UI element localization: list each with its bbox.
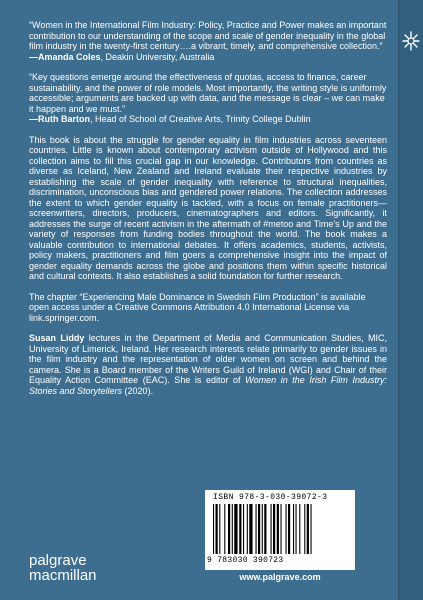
quote-1-attribution: [29, 52, 387, 63]
quote-1-text: “Women in the International Film Industry: Policy, Practice and Power makes an important contribution to our understanding of the scope and scale of gender inequality in the global film industry in the twenty-first century….a vibrant, timely, and comprehensive collection.”: [29, 20, 387, 51]
publisher-website: www.palgrave.com: [239, 572, 321, 582]
isbn-label: ISBN 978-3-030-39072-3: [213, 493, 328, 502]
quote-2-author: —Ruth Barton: [29, 114, 90, 124]
publisher-logo: [29, 553, 149, 583]
quote-2-attribution: [29, 114, 387, 125]
quote-2-text: “Key questions emerge around the effectiveness of quotas, access to finance, career sustainability, and the power of role models. Most importantly, the writing style is uniformly accessible; arguments are backed up with data, and the message is clear – we can make it happen and we must.”: [29, 72, 387, 114]
barcode-icon: [213, 504, 347, 556]
author-book-title: Women in the Irish Film Industry: Stories and Storytellers: [29, 375, 387, 396]
springer-logo-icon: [401, 30, 421, 52]
quote-2-affiliation: , Head of School of Creative Arts, Trinity College Dublin: [90, 114, 311, 124]
book-description: This book is about the struggle for gender equality in film industries across seventeen countries. Little is known about contemporary activism outside of Hollywood and this collection aims to fill this crucial gap in our knowledge. Contributors from countries as diverse as Iceland, New Zealand and Ireland evaluate their respective industries by establishing the scale of gender inequality with reference to structural inequalities, discrimination, unconscious bias and gendered power relations. The collection addresses the extent to which gender equality is tackled, with a focus on female practitioners—screenwriters, directors, producers, cinematographers and editors. Significantly, it addresses the surge of recent activism in the aftermath of #metoo and Time’s Up and the variety of responses from funding bodies throughout the world. The book makes a valuable contribution to international debates. It offers academics, students, activists, policy makers, practitioners and film goers a comprehensive insight into the impact of gender equality demands across the globe and positions them within specific historical and cultural contexts. It also establishes a solid foundation for further research.: [29, 134, 387, 281]
barcode: [205, 490, 355, 570]
quote-2: [29, 72, 387, 125]
open-access-note: The chapter “Experiencing Male Dominance in Swedish Film Production” is available open access under a Creative Commons Attribution 4.0 International License via link.springer.com.: [29, 291, 366, 323]
publisher-name-line1: palgrave: [29, 552, 87, 569]
quote-1-affiliation: , Deakin University, Australia: [100, 51, 215, 62]
author-bio-text: lectures in the Department of Media and Communication Studies, MIC, University of Limerick, Ireland. Her research interests relate primarily to gender issues in the film industry and the representation of older women on screen and behind the camera. She is a Board member of the Writers Guild of Ireland (WGI) and Chair of their Equality Action Committee (EAC). She is editor of: [29, 333, 387, 385]
quote-1: [29, 20, 387, 62]
back-cover-text: [29, 20, 387, 406]
quote-1-author: —Amanda Coles: [29, 51, 101, 62]
publisher-name-line2: macmillan: [29, 567, 97, 584]
author-book-year: (2020).: [122, 385, 154, 396]
author-name: Susan Liddy: [29, 333, 85, 343]
book-spine: [398, 0, 423, 600]
isbn-digits: 9 783030 390723: [207, 556, 284, 565]
author-bio: [29, 333, 387, 396]
